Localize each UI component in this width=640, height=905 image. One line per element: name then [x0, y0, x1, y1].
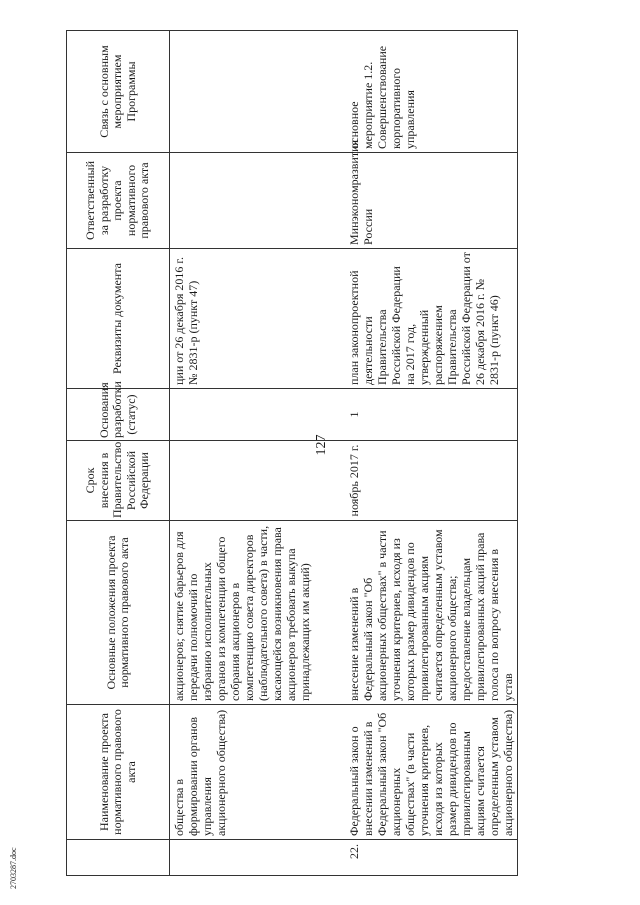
header-deadline: Срок внесения в Правительство Российской Федерации — [67, 441, 170, 521]
page-number: 127 — [314, 434, 329, 456]
document-id: 2703287.doc — [9, 847, 18, 889]
responsible-cell — [170, 153, 345, 249]
table-header-row — [67, 31, 170, 876]
legislation-plan-table — [66, 30, 518, 876]
basis-cell — [170, 389, 345, 441]
act-name-cell: общества в формировании органов управления акционерного общества) — [170, 705, 345, 840]
program-link-cell — [170, 31, 345, 153]
header-requisites: Реквизиты документа — [67, 249, 170, 389]
program-link-cell: основное мероприятие 1.2. Совершенствование корпоративного управления — [345, 31, 518, 153]
provisions-cell: внесение изменений в Федеральный закон "Об акционерных обществах" в части уточнения критериев, исходя из которых размер дивидендов по привилегированным акциям считается определенным уставом акционерного общества; предоставление владельцам привилегированных акций права голоса по вопросу внесения в устав — [345, 521, 518, 705]
rotated-page-content — [66, 31, 640, 876]
deadline-cell: ноябрь 2017 г. — [345, 441, 518, 521]
header-number — [67, 840, 170, 876]
header-basis: Основания разработки (статус) — [67, 389, 170, 441]
header-act-name: Наименование проекта нормативного правового акта — [67, 705, 170, 840]
table-row — [170, 31, 345, 876]
act-name-cell: Федеральный закон о внесении изменений в Федеральный закон "Об акционерных обществах" (в части уточнения критериев, исходя из которых размер дивидендов по привилегированным акциям считается определенным уставом акционерного общества) — [345, 705, 518, 840]
header-provisions: Основные положения проекта нормативного правового акта — [67, 521, 170, 705]
header-program-link: Связь с основным мероприятием Программы — [67, 31, 170, 153]
deadline-cell — [170, 441, 345, 521]
header-responsible: Ответственный за разработку проекта нормативного правового акта — [67, 153, 170, 249]
responsible-cell: Минэкономразвития России — [345, 153, 518, 249]
row-number: 22. — [345, 840, 518, 876]
row-number — [170, 840, 345, 876]
requisites-cell: ции от 26 декабря 2016 г. № 2831-р (пункт 47) — [170, 249, 345, 389]
requisites-cell: план законопроектной деятельности Правительства Российской Федерации на 2017 год, утвержденный распоряжением Правительства Российской Федерации от 26 декабря 2016 г. № 2831-р (пункт 46) — [345, 249, 518, 389]
basis-cell: 1 — [345, 389, 518, 441]
provisions-cell: акционеров; снятие барьеров для передачи полномочий по избранию исполнительных органов из компетенции общего собрания акционеров в компетенцию совета директоров (наблюдательного совета) в части, касающейся возникновения права акционеров требовать выкупа принадлежащих им акций) — [170, 521, 345, 705]
table-row — [345, 31, 518, 876]
